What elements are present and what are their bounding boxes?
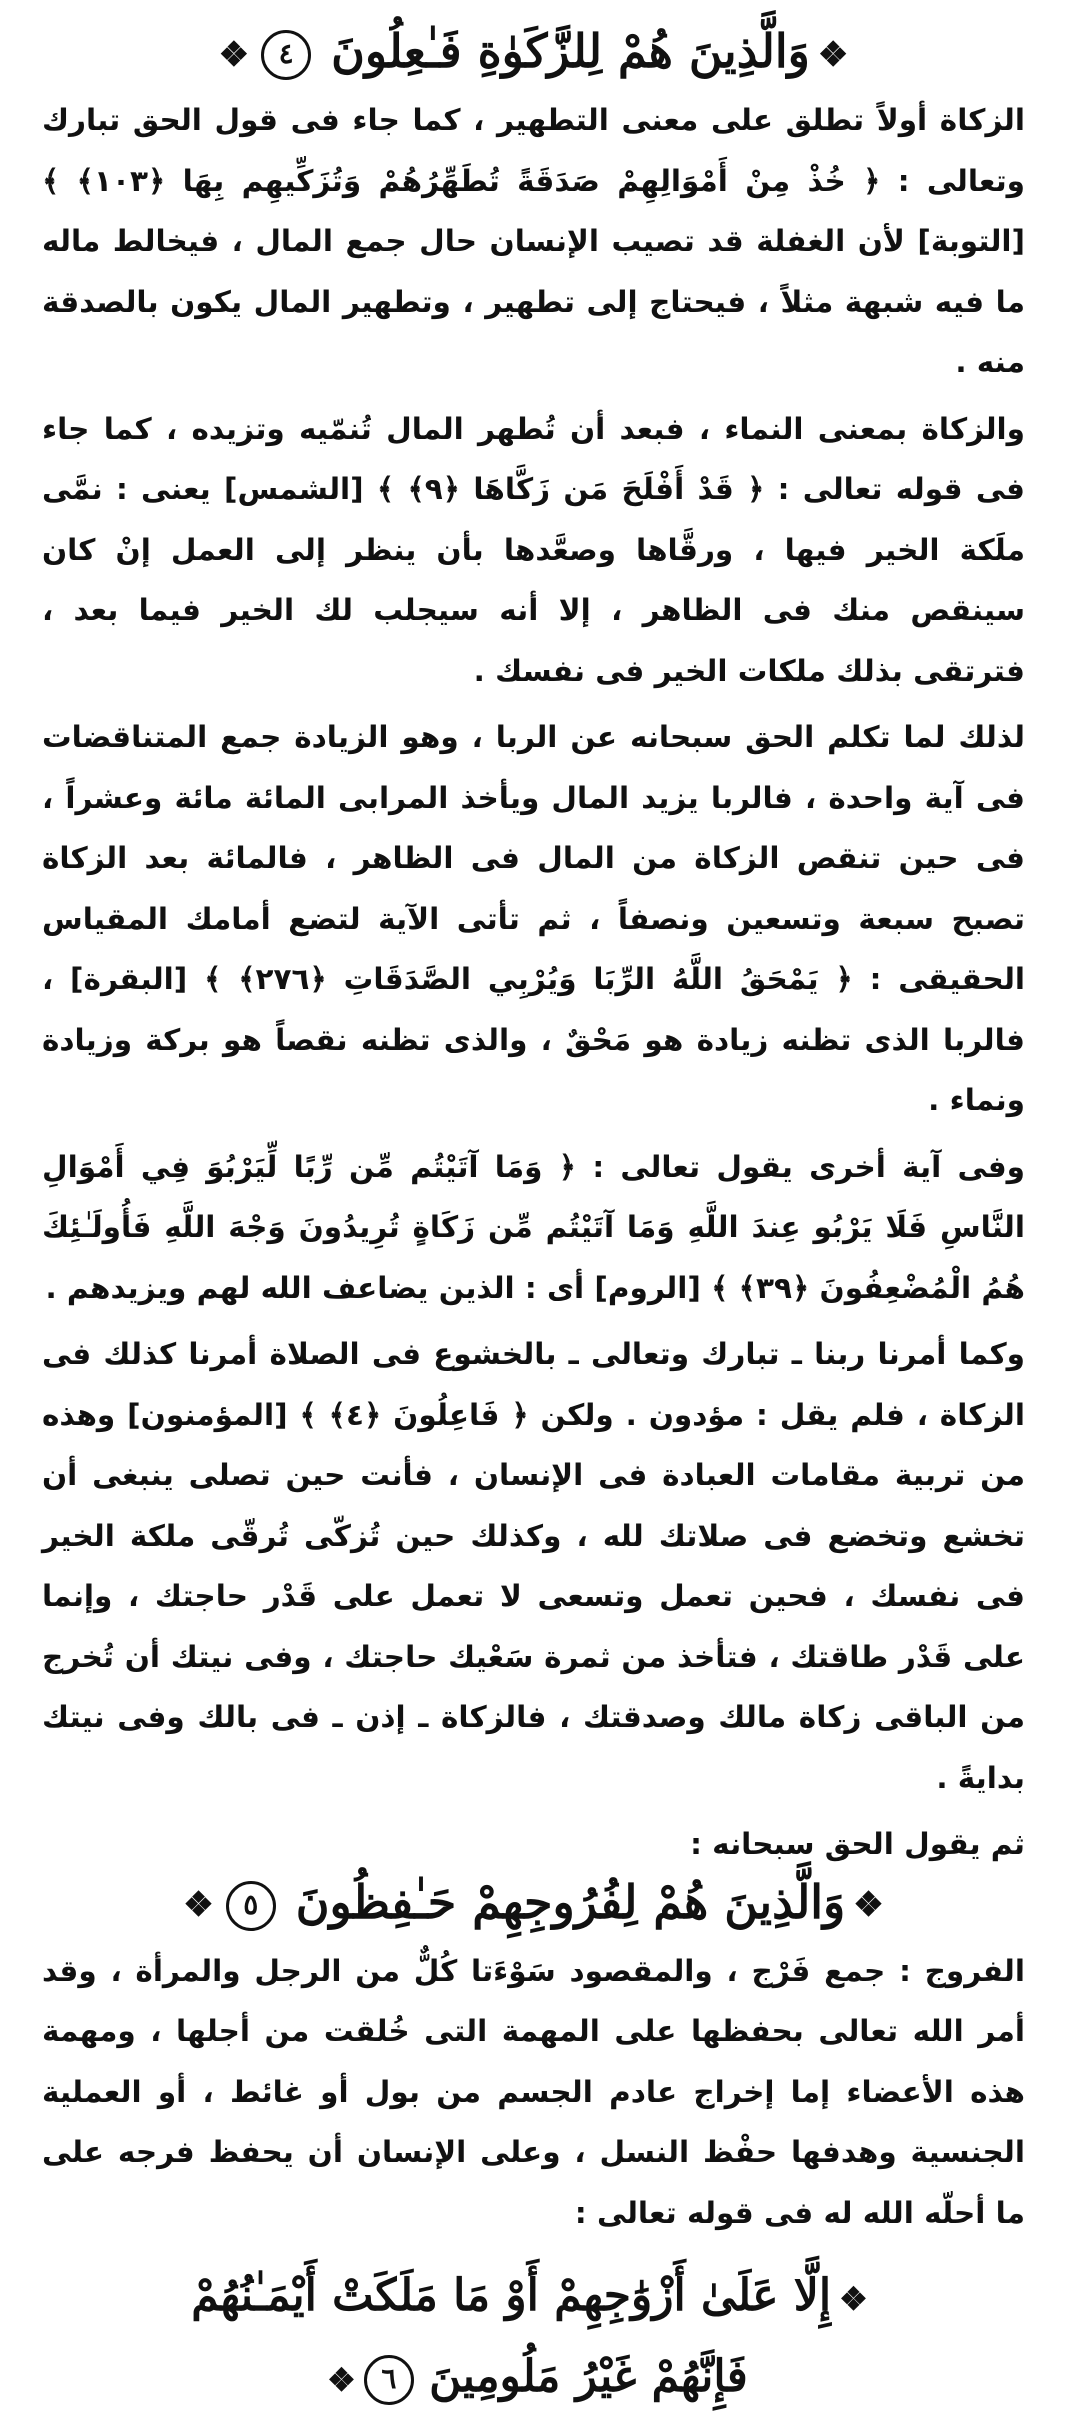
paragraph-furuj: الفروج : جمع فَرْج ، والمقصود سَوْءَتا كُلٌّ من الرجل والمرأة ، وقد أمر الله تعالى بحفظها على المهمة التى خُلقت من أجلها ، ومهمة هذه الأعضاء إما إخراج عادم الجسم من بول أو غائط ، أو العملية الجنسية وهدفها حفْظ النسل ، وعلى الإنسان أن يحفظ فرجه على ما أحلّه الله له فى قوله تعالى : [42,1953,1025,2230]
ornament-icon: ❖ [853,1885,884,1926]
ornament-icon: ❖ [183,1885,214,1926]
ornament-icon: ❖ [327,2361,356,2399]
commentary-section-zakat [42,90,1025,1875]
ornament-icon: ❖ [218,34,250,75]
paragraph-growth: والزكاة بمعنى النماء ، فبعد أن تُطهر المال تُنمّيه وتزيده ، كما جاء فى قوله تعالى : ﴿ قَدْ أَفْلَحَ مَن زَكَّاهَا ﴿٩﴾ ﴾ [الشمس] يعنى : نمَّى ملَكة الخير فيها ، ورقَّاها وصعَّدها بأن ينظر إلى العمل إنْ كان سينقص منك فى الظاهر ، إلا أنه سيجلب لك الخير فيما بعد ، فترتقى بذلك ملكات الخير فى نفسك . [42,411,1025,688]
verse-heading-4 [42,24,1025,80]
verse-heading-text: وَالَّذِينَ هُمْ لِلزَّكَوٰةِ فَـٰعِلُونَ [331,24,810,78]
verse-line-1 [42,2257,1025,2338]
verse-heading-text: وَالَّذِينَ هُمْ لِفُرُوجِهِمْ حَـٰفِظُونَ [295,1874,846,1929]
paragraph-rum-verse: وفى آية أخرى يقول تعالى : ﴿ وَمَا آتَيْتُم مِّن رِّبًا لِّيَرْبُوَ فِي أَمْوَالِ النَّاسِ فَلَا يَرْبُو عِندَ اللَّهِ وَمَا آتَيْتُم مِّن زَكَاةٍ تُرِيدُونَ وَجْهَ اللَّهِ فَأُولَـٰئِكَ هُمُ الْمُضْعِفُونَ ﴿٣٩﴾ ﴾ [الروم] أى : الذين يضاعف الله لهم ويزيدهم . [42,1149,1025,1305]
paragraph-intro-next-verse: ثم يقول الحق سبحانه : [690,1827,1025,1861]
paragraph-purification: الزكاة أولاً تطلق على معنى التطهير ، كما جاء فى قول الحق تبارك وتعالى : ﴿ خُذْ مِنْ أَمْوَالِهِمْ صَدَقَةً تُطَهِّرُهُمْ وَتُزَكِّيهِم بِهَا ﴿١٠٣﴾ ﴾ [التوبة] لأن الغفلة قد تصيب الإنسان حال جمع المال ، فيخالط ماله ما فيه شبهة مثلاً ، فيحتاج إلى تطهير ، وتطهير المال يكون بالصدقة منه . [42,103,1025,379]
verse-number-badge: ٥ [226,1881,276,1931]
paragraph-khushu: وكما أمرنا ربنا ـ تبارك وتعالى ـ بالخشوع فى الصلاة أمرنا كذلك فى الزكاة ، فلم يقل : مؤدون . ولكن ﴿ فَاعِلُونَ ﴿٤﴾ ﴾ [المؤمنون] وهذه من تربية مقامات العبادة فى الإنسان ، فأنت حين تصلى ينبغى أن تخشع وتخضع فى صلاتك لله ، وكذلك حين تُزكّى تُرقّى ملكة الخير فى نفسك ، فحين تعمل وتسعى لا تعمل على قَدْر حاجتك ، وإنما على قَدْر طاقتك ، فتأخذ من ثمرة سَعْيك حاجتك ، وفى نيتك أن تُخرج من الباقى زكاة مالك وصدقتك ، فالزكاة ـ إذن ـ فى بالك وفى نيتك بدايةً . [42,1337,1025,1795]
paragraph-riba: لذلك لما تكلم الحق سبحانه عن الربا ، وهو الزيادة جمع المتناقضات فى آية واحدة ، فالربا يزيد المال ويأخذ المرابى المائة مائة وعشراً ، فى حين تنقص الزكاة من المال فى الظاهر ، فالمائة بعد الزكاة تصبح سبعة وتسعين ونصفاً ، ثم تأتى الآية لتضع أمامك المقياس الحقيقى : ﴿ يَمْحَقُ اللَّهُ الرِّبَا وَيُرْبِي الصَّدَقَاتِ ﴿٢٧٦﴾ ﴾ [البقرة] ، فالربا الذى تظنه زيادة هو مَحْقٌ ، والذى تظنه نقصاً هو بركة وزيادة ونماء . [42,720,1026,1117]
verse-line-2 [42,2338,1025,2419]
ornament-icon: ❖ [839,2280,868,2318]
ornament-icon: ❖ [817,34,849,75]
verse-line-2-text: فَإِنَّهُمْ غَيْرُ مَلُومِينَ [429,2351,748,2402]
verse-line-1-text: إِلَّا عَلَىٰ أَزْوَٰجِهِمْ أَوْ مَا مَلَكَتْ أَيْمَـٰنُهُمْ [191,2270,832,2321]
commentary-section-furuj [42,1941,1025,2244]
verse-number-badge: ٦ [364,2355,414,2405]
verse-heading-5 [42,1875,1025,1931]
verse-heading-6 [42,2257,1025,2419]
verse-number-badge: ٤ [261,30,311,80]
